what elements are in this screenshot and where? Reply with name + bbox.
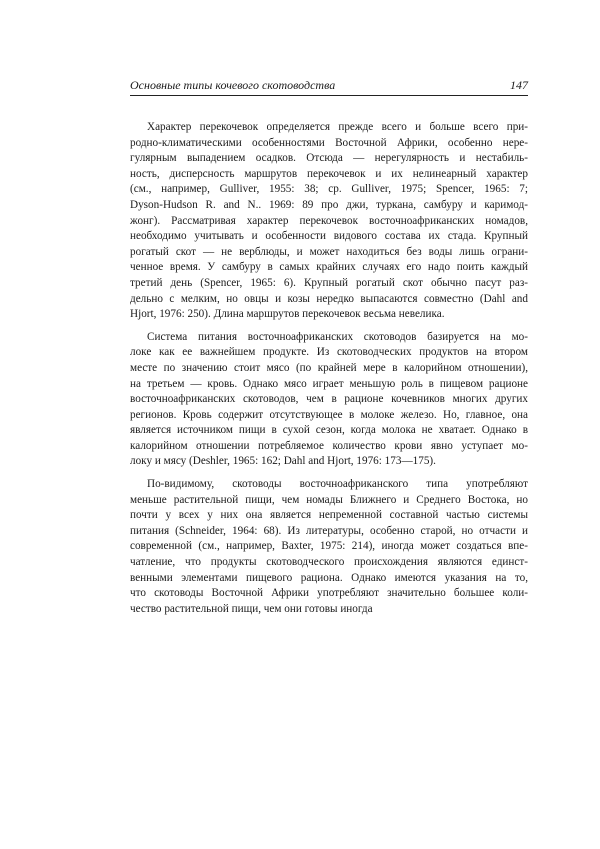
text-line: чатление, что продукты скотоводческого происхождения являются единст- xyxy=(130,556,528,569)
text-line: необходимо учитывать и особенности видового состава их стада. Крупный xyxy=(130,230,528,243)
text-line: является источником пищи в сухой сезон, когда молока не хватает. Однако в xyxy=(130,424,528,437)
text-line: Характер перекочевок определяется прежде всего и больше всего при- xyxy=(147,121,528,133)
text-line: локе как ее важнейшем продукте. Из скотоводческих продуктов на втором xyxy=(130,346,528,359)
text-line: (см., например, Gulliver, 1955: 38; ср. Gulliver, 1975; Spencer, 1965: 7; xyxy=(130,183,528,196)
paragraph xyxy=(130,477,528,617)
text-line: родно-климатическими особенностями Восточной Африки, особенно нере- xyxy=(130,136,528,149)
text-line: почти у всех у них она является непременной составной частью системы xyxy=(130,509,528,522)
text-line: гулярным выпадением осадков. Отсюда — нерегулярность и нестабиль- xyxy=(130,152,528,165)
paragraph xyxy=(130,120,528,323)
page-number: 147 xyxy=(510,78,528,92)
paragraph xyxy=(130,330,528,470)
text-line: жонг). Рассматривая характер перекочевок восточноафриканских номадов, xyxy=(130,214,528,227)
text-line: локу и мясу (Deshler, 1965: 162; Dahl and Hjort, 1976: 173—175). xyxy=(130,455,436,468)
running-title: Основные типы кочевого скотоводства xyxy=(130,78,336,92)
text-line: дельно с мелким, но овцы и козы нередко выпасаются совместно (Dahl and xyxy=(130,292,528,305)
text-line: что скотоводы Восточной Африки употребляют значительно большее коли- xyxy=(130,587,528,600)
text-line: на третьем — кровь. Однако мясо играет меньшую роль в пищевом рационе xyxy=(130,377,528,390)
text-line: Hjort, 1976: 250). Длина маршрутов перекочевок весьма невелика. xyxy=(130,308,445,321)
text-line: чество растительной пищи, чем они готовы иногда xyxy=(130,602,373,615)
text-line: ность, дисперсность маршрутов перекочевок и их нелинеарный характер xyxy=(130,167,528,180)
text-line: месте по значению стоит мясо (по крайней мере в калорийном отношении), xyxy=(130,361,528,374)
text-line: венными элементами пищевого рациона. Однако имеются указания на то, xyxy=(130,571,528,584)
text-line: ченное время. У самбуру в самых крайних случаях его надо поить каждый xyxy=(130,261,528,274)
text-line: калорийном отношении потребляемое количество крови явно уступает мо- xyxy=(130,439,528,452)
text-line: рогатый скот — не верблюды, и может находиться без воды лишь ограни- xyxy=(130,245,528,258)
text-line: питания (Schneider, 1964: 68). Из литературы, особенно старой, но отчасти и xyxy=(130,524,528,537)
text-line: меньше растительной пищи, чем номады Ближнего и Среднего Востока, но xyxy=(130,493,528,506)
text-line: восточноафриканских скотоводов, чем в рационе кочевников многих других xyxy=(130,393,528,406)
body-text xyxy=(130,120,528,624)
text-line: Система питания восточноафриканских скотоводов базируется на мо- xyxy=(147,330,528,343)
running-head xyxy=(130,77,528,96)
text-line: современной (см., например, Baxter, 1975: 214), иногда может создаться впе- xyxy=(130,540,528,553)
text-line: Dyson-Hudson R. and N.. 1969: 89 про джи, туркана, самбуру и каримод- xyxy=(130,198,528,211)
text-line: третий день (Spencer, 1965: 6). Крупный рогатый скот обычно пасут раз- xyxy=(130,276,528,289)
text-line: По-видимому, скотоводы восточноафриканского типа употребляют xyxy=(147,478,528,491)
text-line: регионов. Кровь содержит отсутствующее в молоке железо. Но, главное, она xyxy=(130,408,528,421)
